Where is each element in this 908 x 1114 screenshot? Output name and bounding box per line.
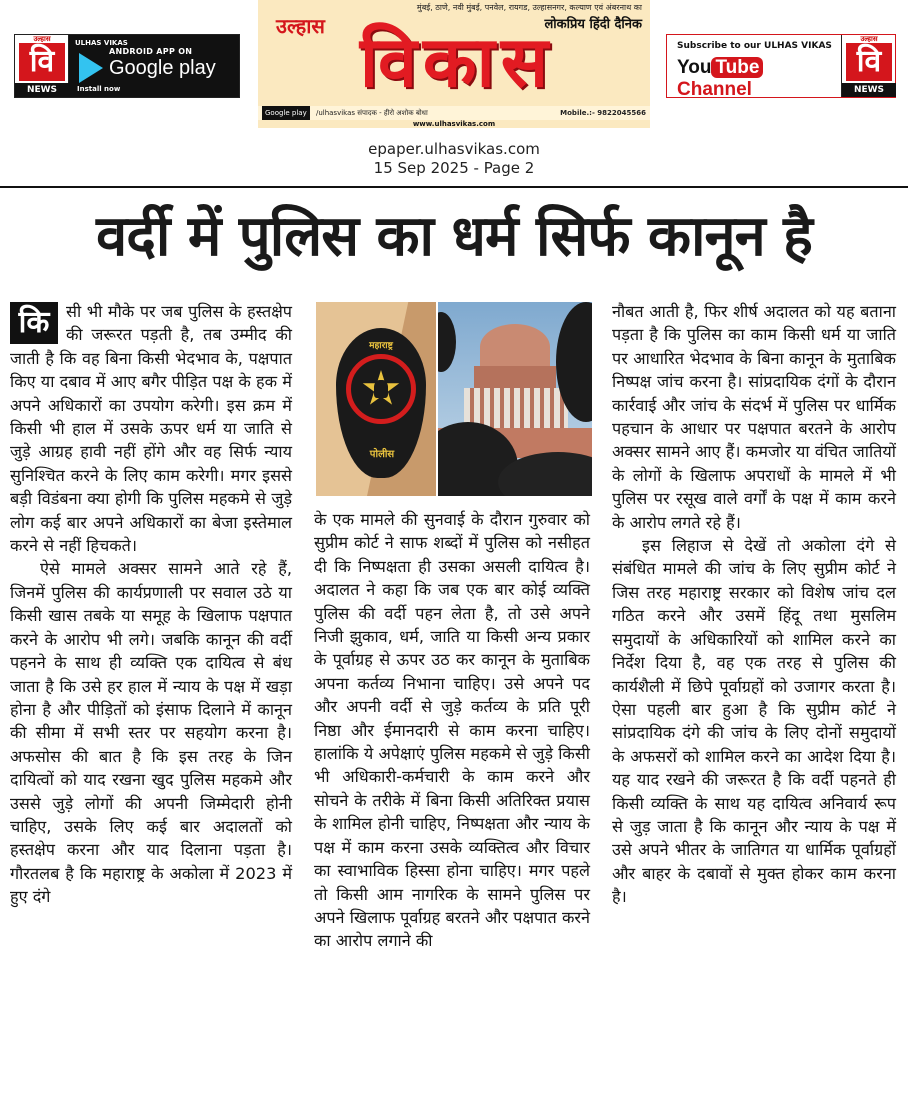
epaper-date: 15 Sep 2025 - Page 2: [373, 159, 535, 177]
paragraph: ऐसे मामले अक्सर सामने आते रहे हैं, जिनमें पुलिस की कार्यप्रणाली पर सवाल उठे या किसी खास तबके या समूह के खिलाफ पक्षपात करने के आरोप भी लगे। जबकि कानून की वर्दी पहनने के साथ ही व्यक्ति एक दायित्व से बंध जाता है कि उसे हर हाल में न्याय के पक्ष में खड़ा होना है और पीड़ितों को इंसाफ दिलाने में कानून की सीमा में सभी स्तर पर सहयोग करना है। अफसोस की बात है कि इस तरह के जिन दायित्वों को याद रखना खुद पुलिस महकमे और उससे जुड़े लोगों की अपनी जिम्मेदारी होनी चाहिए, उसके लिए कई बार अदालतों को हस्तक्षेप करना और याद दिलाना पड़ता है। गौरतलब है कि महाराष्ट्र के अकोला में 2023 में हुए दंगे: [10, 559, 292, 907]
supreme-court-photo: [438, 302, 592, 496]
mini-google-play-label: Google play: [262, 106, 310, 120]
court-dome: [480, 324, 550, 370]
android-app-badge[interactable]: [14, 34, 240, 98]
paragraph: [10, 300, 292, 557]
paragraph: नौबत आती है, फिर शीर्ष अदालत को यह बताना पड़ता है कि पुलिस का काम किसी धर्म या जाति पर आधारित भेदभाव के बिना कानून के मुताबिक निष्पक्ष जांच करना है। सांप्रदायिक दंगों के दौरान कार्रवाई और जांच के संदर्भ में पुलिस पर धार्मिक पहचान के आधार पर पक्षपात बरतने के आरोप अक्सर सामने आए हैं। कमजोर या वंचित जातियों के लोगों के खिलाफ अपराधों के मामले में भी पुलिस पर रसूख वाले वर्गों के पक्ष में काम करने के आरोप लगते रहे हैं।: [612, 302, 896, 532]
youtube-channel-badge[interactable]: [666, 34, 896, 98]
google-play-badge[interactable]: [69, 35, 239, 97]
masthead-info-strip: [258, 106, 650, 120]
editor-label: संपादक - हीरो अशोक बोधा: [357, 109, 428, 117]
youtube-tube: Tube: [711, 57, 763, 78]
epaper-url[interactable]: epaper.ulhasvikas.com: [368, 140, 540, 158]
dropcap: कि: [10, 302, 58, 344]
youtube-channel-label: Channel: [677, 79, 752, 100]
masthead: [258, 0, 650, 128]
article: [0, 186, 908, 1114]
article-headline: वर्दी में पुलिस का धर्म सिर्फ कानून है: [96, 204, 812, 269]
hand-emblem-icon: [374, 380, 388, 398]
android-label: ANDROID APP ON: [109, 47, 193, 56]
subscribe-text: [677, 41, 832, 51]
youtube-logo: [677, 57, 841, 101]
social-handle[interactable]: /ulhasvikas: [315, 109, 356, 117]
court-drum: [474, 366, 556, 388]
masthead-cities: मुंबई, ठाणे, नवी मुंबई, पनवेल, रायगड, उल्हासनगर, कल्याण एवं अंबरनाथ का: [416, 3, 642, 12]
paragraph: इस लिहाज से देखें तो अकोला दंगे से संबंधित मामले की जांच के लिए सुप्रीम कोर्ट ने जिस तरह महाराष्ट्र सरकार को विशेष जांच दल गठित करने और उसमें हिंदू तथा मुसलिम समुदायों के अधिकारियों को शामिल करने का निर्देश दिया है, वह एक तरह से पुलिस की कार्यशैली में छिपे पूर्वाग्रहों को उजागर करता है। ऐसा पहली बार हुआ है कि सुप्रीम कोर्ट ने सांप्रदायिक दंगे की जांच के लिए दोनों समुदायों के अफसरों को शामिल करने का आदेश दिया है। यह याद रखने की जरूरत है कि वर्दी पहनते ही किसी व्यक्ति के साथ यह दायित्व अनिवार्य रूप से जुड़ जाता है कि कानून और न्याय के पक्ष में उसे अपने भीतर के जातिगत या धार्मिक पूर्वाग्रहों और बाहर के दबावों से मुक्त होकर काम करना है।: [612, 536, 896, 907]
police-badge-photo: [316, 302, 436, 496]
install-label: Install now: [77, 85, 121, 93]
article-column-1: [10, 300, 292, 909]
badge-top-text: महाराष्ट्र: [369, 341, 393, 351]
youtube-you: You: [677, 57, 712, 78]
news-logo-letter: वि: [19, 43, 65, 81]
article-column-3: [612, 300, 896, 909]
owner-label: ULHAS VIKAS: [75, 39, 128, 47]
article-column-2: [314, 508, 590, 953]
store-label: Google play: [109, 57, 216, 79]
badge-bottom-text: पोलीस: [369, 449, 395, 460]
news-logo-right-label: NEWS: [842, 83, 896, 97]
masthead-name-small: उल्हास: [276, 14, 325, 38]
news-logo-label: NEWS: [15, 83, 69, 97]
masthead-name: विकास: [359, 21, 555, 103]
paragraph: के एक मामले की सुनवाई के दौरान गुरुवार को सुप्रीम कोर्ट ने साफ शब्दों में पुलिस को नसीहत दी कि निष्पक्षता ही उसका असली दायित्व है। अदालत ने कहा कि जब एक बार कोई व्यक्ति पुलिस की वर्दी पहन लेता है, तो उसे अपने निजी झुकाव, धर्म, जाति या किसी अन्य प्रकार के पूर्वाग्रह से ऊपर उठ कर कानून के मुताबिक अपना कर्तव्य निभाना चाहिए। उसे अपने पद और अपनी वर्दी से जुड़े कर्तव्य के प्रति पूरी निष्ठा और ईमानदारी से काम करना चाहिए। हालांकि ये अपेक्षाएं पुलिस महकमे से जुड़े किसी भी अधिकारी-कर्मचारी के काम करने और सोचने के तरीके में बिना किसी अतिरिक्त प्रयास के शामिल होनी चाहिए, निष्पक्षता और न्याय के पक्ष में काम करना उसके व्यक्तित्व और विचार का स्वाभाविक हिस्सा होना चाहिए। मगर पहले तो किसी आम नागरिक के सामने पुलिस पर अपने खिलाफ पूर्वाग्रह बरतने और पक्षपात करने का आरोप लगाने की: [314, 510, 590, 951]
news-logo-right: [841, 35, 895, 97]
paragraph-text: सी भी मौके पर जब पुलिस के हस्तक्षेप की जरूरत पड़ती है, तब उम्मीद की जाती है कि वह बिना किसी भेदभाव के, पक्षपात किए या दबाव में आए बगैर पीड़ित पक्ष के हक में अपने अधिकारों का उपयोग करेगी। इस क्रम में किसी भी हाल में उसके ऊपर धर्म या जाति से जुड़े आग्रह हावी नहीं होंगे और वह सिर्फ न्याय सुनिश्चित करने के लिए काम करेगी। मगर इससे बड़ी विडंबना क्या होगी कि पुलिस महकमे से जुड़े लोग कई बार अपने अधिकारों का बेजा इस्तेमाल करने से नहीं हिचकते।: [10, 302, 292, 556]
news-logo: [15, 35, 69, 97]
subscribe-brand: ULHAS VIKAS: [764, 41, 832, 51]
news-logo-top: उल्हास: [33, 35, 51, 43]
website-link[interactable]: www.ulhasvikas.com: [412, 120, 496, 128]
subscribe-label: Subscribe to our: [677, 41, 761, 51]
news-logo-right-top: उल्हास: [860, 35, 878, 43]
masthead-tagline: लोकप्रिय हिंदी दैनिक: [544, 17, 642, 32]
youtube-promo[interactable]: [667, 35, 841, 100]
article-photos: [316, 302, 592, 496]
news-logo-right-letter: वि: [846, 43, 892, 81]
epaper-info: [0, 140, 908, 178]
mobile-number: Mobile.:- 9822045566: [560, 109, 646, 117]
court-columns: [464, 388, 568, 428]
google-play-icon: [79, 53, 103, 83]
page-header: [0, 0, 908, 186]
